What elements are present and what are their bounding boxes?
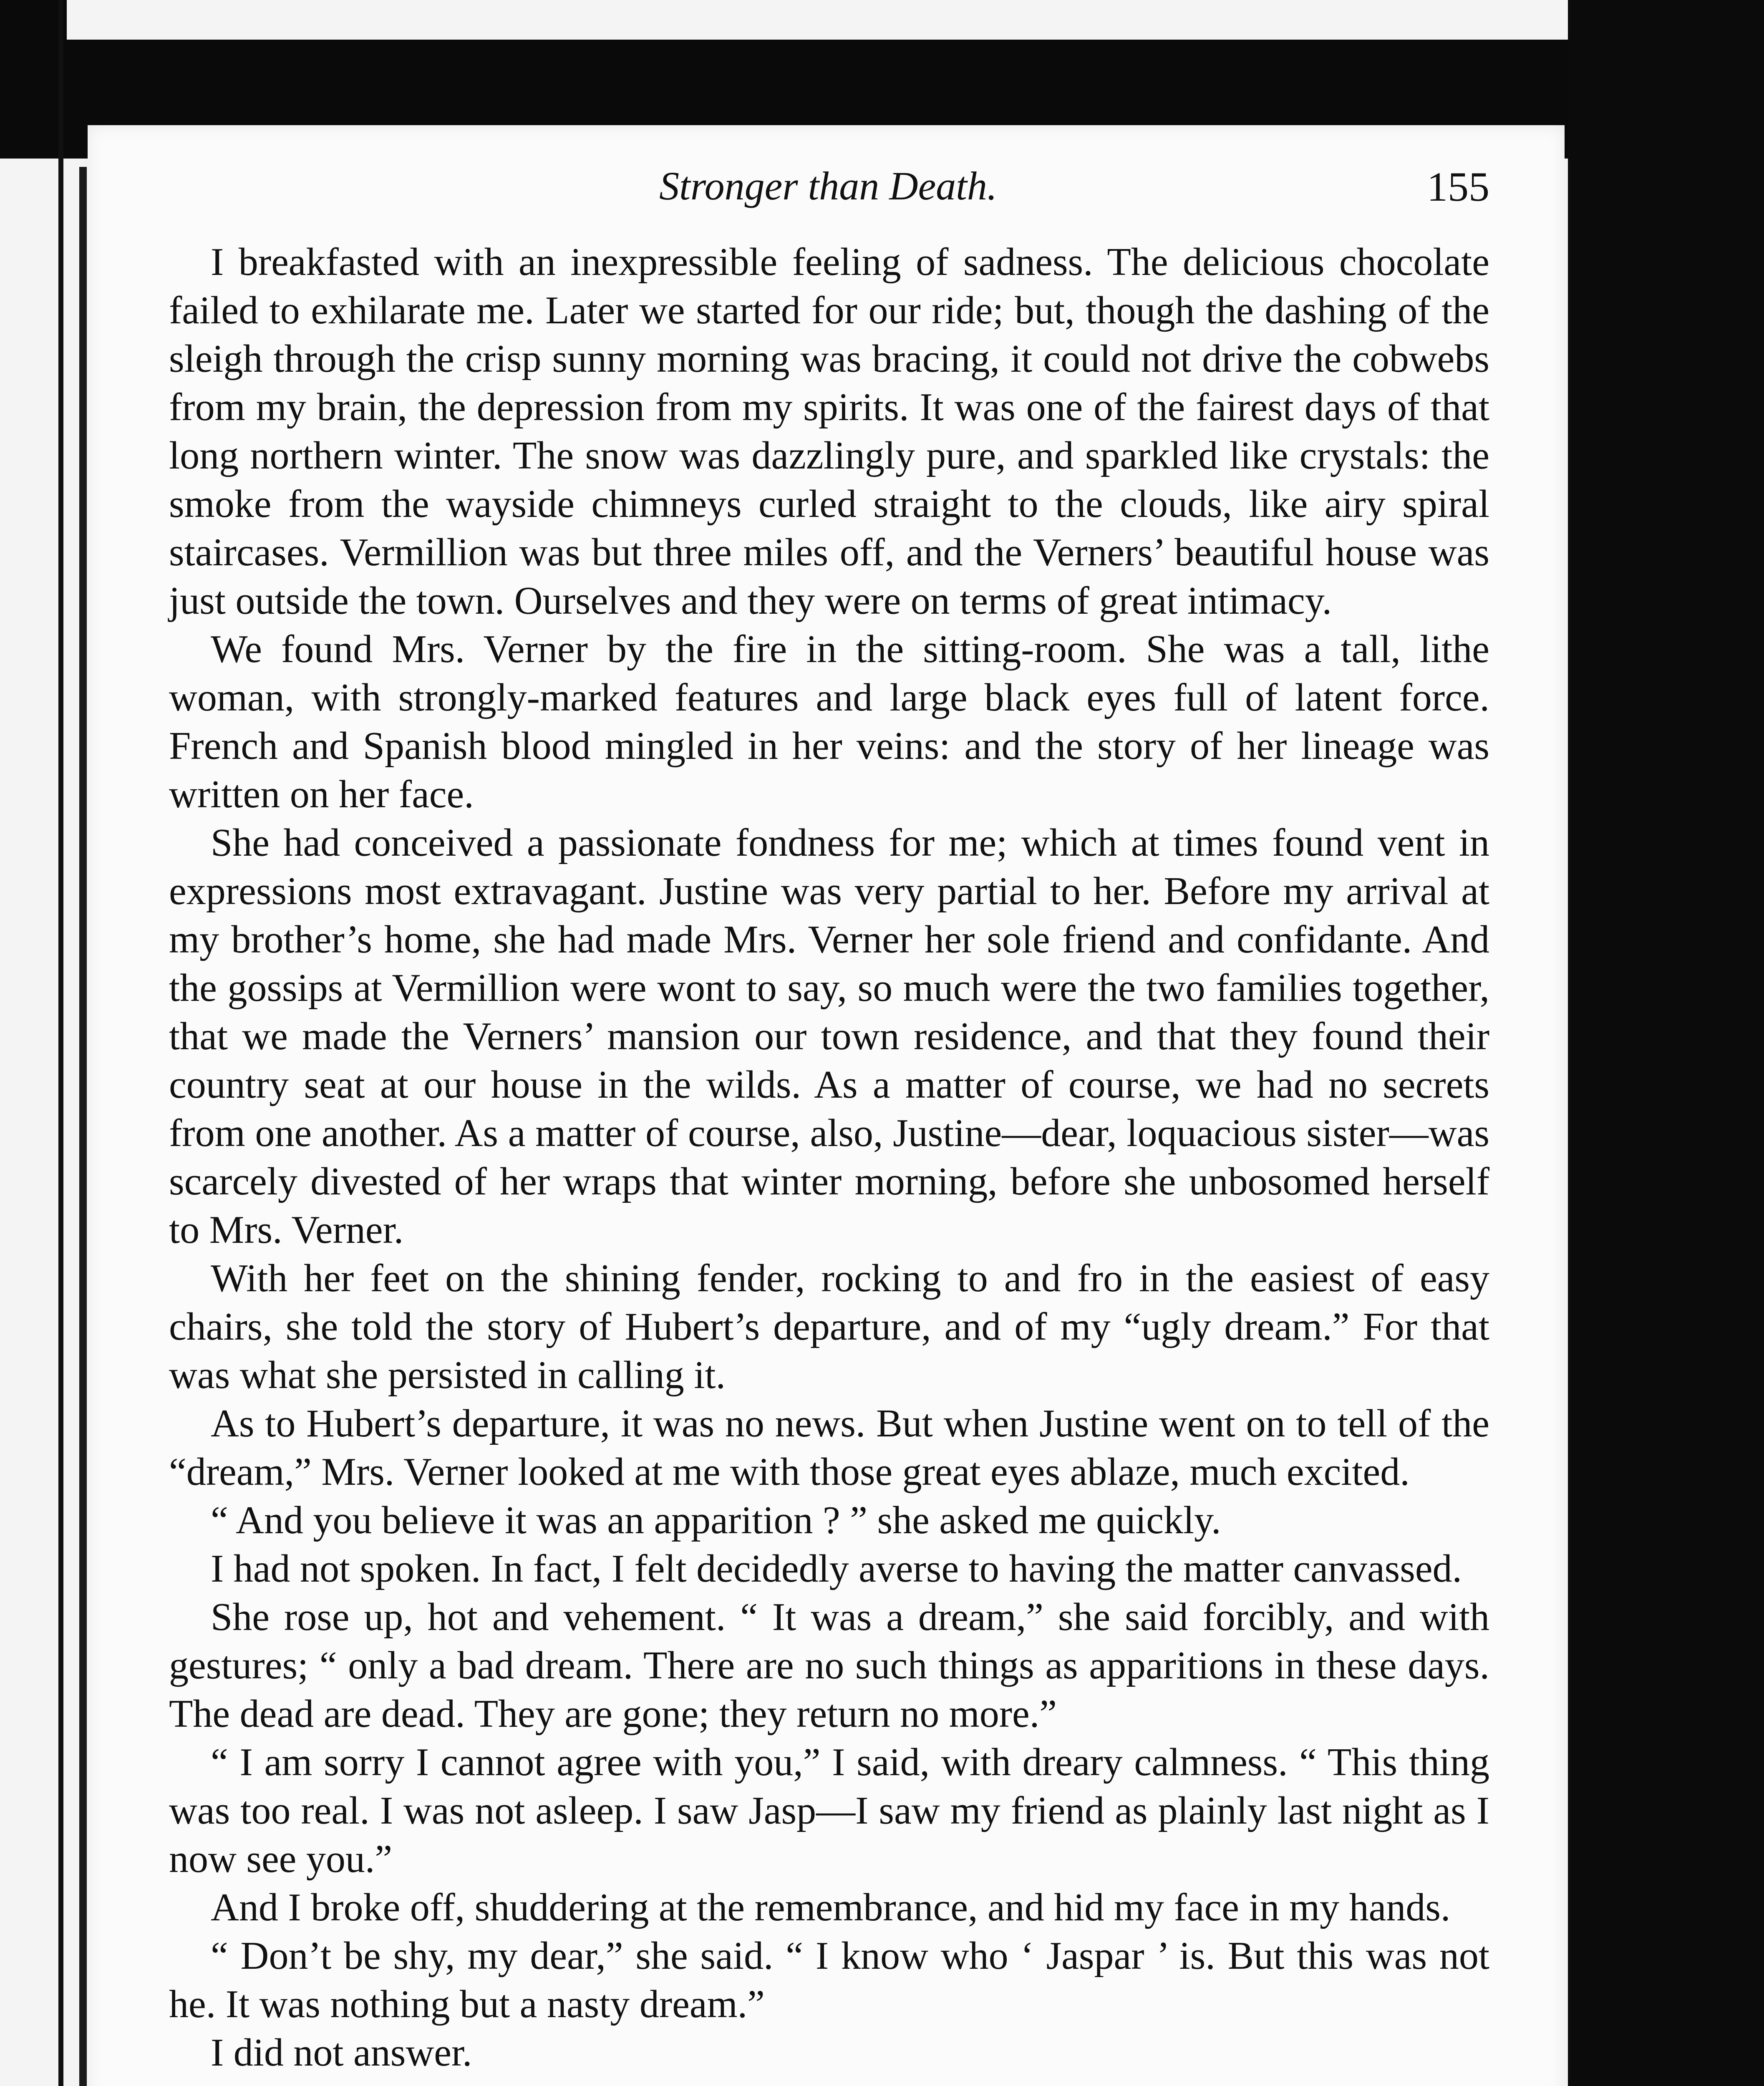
paragraph: I breakfasted with an inexpressible feeling of sadness. The delicious chocolate failed to exhilarate me. Later we started for our ride; but, though the dashing of the sleigh through the crisp sunny morning was bracing, it could not drive the cobwebs from my brain, the depression from my spirits. It was one of the fairest days of that long northern winter. The snow was dazzlingly pure, and sparkled like crystals: the smoke from the wayside chimneys curled straight to the clouds, like airy spiral staircases. Vermillion was but three miles off, and the Verners’ beautiful house was just outside the town. Ourselves and they were on terms of great intimacy. xyxy=(169,240,1489,622)
paragraph: “ I am sorry I cannot agree with you,” I said, with dreary calmness. “ This thing was too real. I was not asleep. I saw Jasp—I saw my friend as plainly last night as I now see you.” xyxy=(169,1741,1489,1881)
scan-adjacent-page-left xyxy=(0,159,83,2086)
paragraph: With her feet on the shining fender, rocking to and fro in the easiest of easy chairs, she told the story of Hubert’s departure, and of my “ugly dream.” For that was what she persisted in calling it. xyxy=(169,1257,1489,1397)
paragraph: She had conceived a passionate fondness for me; which at times found vent in expressions most extravagant. Justine was very partial to her. Before my arrival at my brother’s home, she had made Mrs. Verner her sole friend and confidante. And the gossips at Vermillion were wont to say, so much were the two families together, that we made the Verners’ mansion our town residence, and that they found their country seat at our house in the wilds. As a matter of course, we had no secrets from one another. As a matter of course, also, Justine—dear, loquacious sister—was scarcely divested of her wraps that winter morning, before she unbosomed herself to Mrs. Verner. xyxy=(169,821,1489,1252)
page-gutter-edge xyxy=(79,167,87,2086)
running-title: Stronger than Death. xyxy=(659,164,997,208)
page-number: 155 xyxy=(1427,164,1489,210)
running-head xyxy=(167,163,1489,225)
paragraph: She rose up, hot and vehement. “ It was a dream,” she said forcibly, and with gestures; “ only a bad dream. There are no such things as apparitions in these days. The dead are dead. They are gone; they return no more.” xyxy=(169,1595,1489,1736)
paragraph: We found Mrs. Verner by the fire in the sitting-room. She was a tall, lithe woman, with strongly-marked features and large black eyes full of latent force. French and Spanish blood mingled in her veins: and the story of her lineage was written on her face. xyxy=(169,627,1489,816)
paragraph: As to Hubert’s departure, it was no news. But when Justine went on to tell of the “dream,” Mrs. Verner looked at me with those great eyes ablaze, much excited. xyxy=(169,1402,1489,1494)
paragraph: “ Don’t be shy, my dear,” she said. “ I know who ‘ Jaspar ’ is. But this was not he. It was nothing but a nasty dream.” xyxy=(169,1934,1489,2026)
paragraph: “ And you believe it was an apparition ? ” she asked me quickly. xyxy=(211,1499,1221,1542)
scan-adjacent-page-top xyxy=(67,0,1569,40)
paragraph: I had not spoken. In fact, I felt decidedly averse to having the matter canvassed. xyxy=(211,1547,1462,1590)
paragraph: I did not answer. xyxy=(211,2031,472,2074)
scan-border-left xyxy=(58,0,63,2086)
body-text xyxy=(169,238,1489,2077)
scan-border-right xyxy=(1568,0,1764,2086)
paragraph: And I broke off, shuddering at the remembrance, and hid my face in my hands. xyxy=(211,1886,1451,1929)
